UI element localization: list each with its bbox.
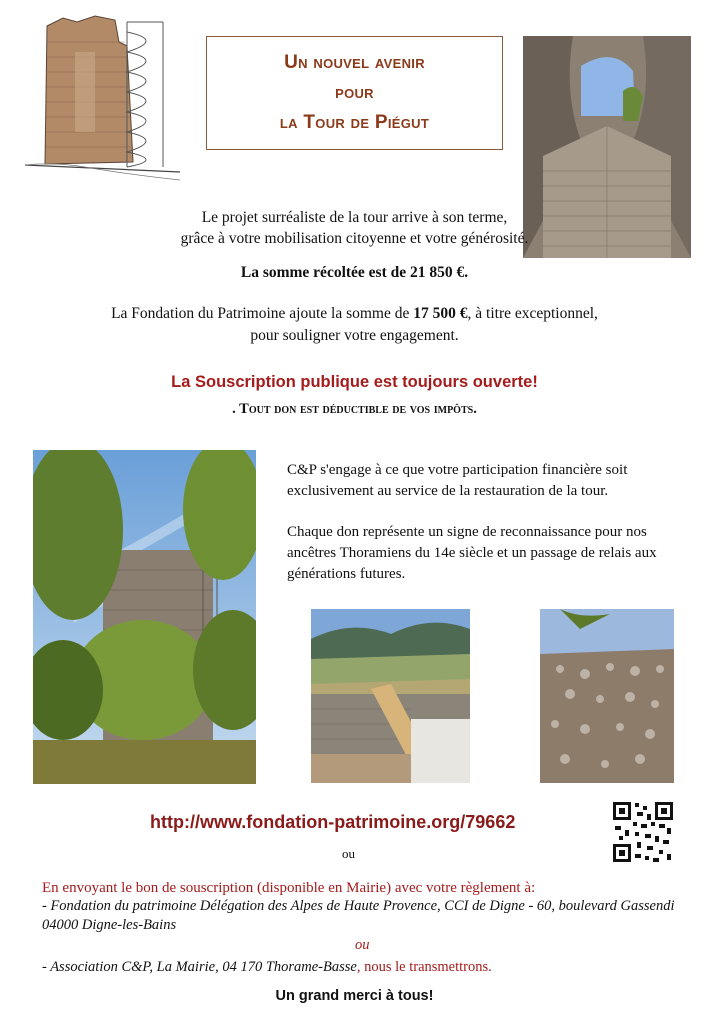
tower-sketch-image [15,12,187,194]
fondation-address: - Fondation du patrimoine Délégation des Alpes de Haute Provence, CCI de Digne - 60, boulevard Gassendi 04000 Digne-les-Bains [42,898,675,933]
souscription-heading: La Souscription publique est toujours ouverte! [171,373,538,391]
intro-paragraph [0,207,709,249]
title-line-3: la Tour de Piégut [279,112,430,133]
title-line-2: pour [335,82,374,103]
intro-line-1: Le projet surréaliste de la tour arrive à son terme, [201,209,508,226]
association-address [42,958,692,977]
fondation-before: La Fondation du Patrimoine ajoute la somme de [111,305,414,322]
association-suffix: , nous le transmettrons. [356,959,492,975]
engagement-text [287,460,682,605]
wall-top-photo [540,609,674,783]
fondation-amount: 17 500 € [413,305,468,322]
envoi-instructions: En envoyant le bon de souscription (disponible en Mairie) avec votre règlement à: [42,880,536,896]
valley-view-photo [311,609,470,783]
tower-trees-photo [33,450,256,784]
donation-url-link[interactable]: http://www.fondation-patrimoine.org/79662 [150,812,516,832]
fondation-contribution [0,303,709,347]
qr-code-image [611,800,675,864]
ou-separator: ou [342,846,355,861]
title-box [206,36,503,150]
deductible-note: . Tout don est déductible de vos impôts. [232,401,477,417]
thanks-line: Un grand merci à tous! [275,988,434,1004]
title-line-1: Un nouvel avenir [284,52,425,73]
engagement-paragraph-1: C&P s'engage à ce que votre participation financière soit exclusivement au service de la restauration de la tour. [287,462,628,499]
association-address-text: - Association C&P, La Mairie, 04 170 Thorame-Basse [42,959,357,975]
sum-collected: La somme récoltée est de 21 850 €. [240,264,469,281]
fondation-line-2: pour souligner votre engagement. [250,327,459,344]
ou-italic-separator: ou [355,937,370,953]
fondation-after: , à titre exceptionnel, [467,305,598,322]
engagement-paragraph-2: Chaque don représente un signe de reconnaissance pour nos ancêtres Thoramiens du 14e siècle et un passage de relais aux générations futures. [287,524,657,582]
intro-line-2: grâce à votre mobilisation citoyenne et votre générosité. [180,230,529,247]
